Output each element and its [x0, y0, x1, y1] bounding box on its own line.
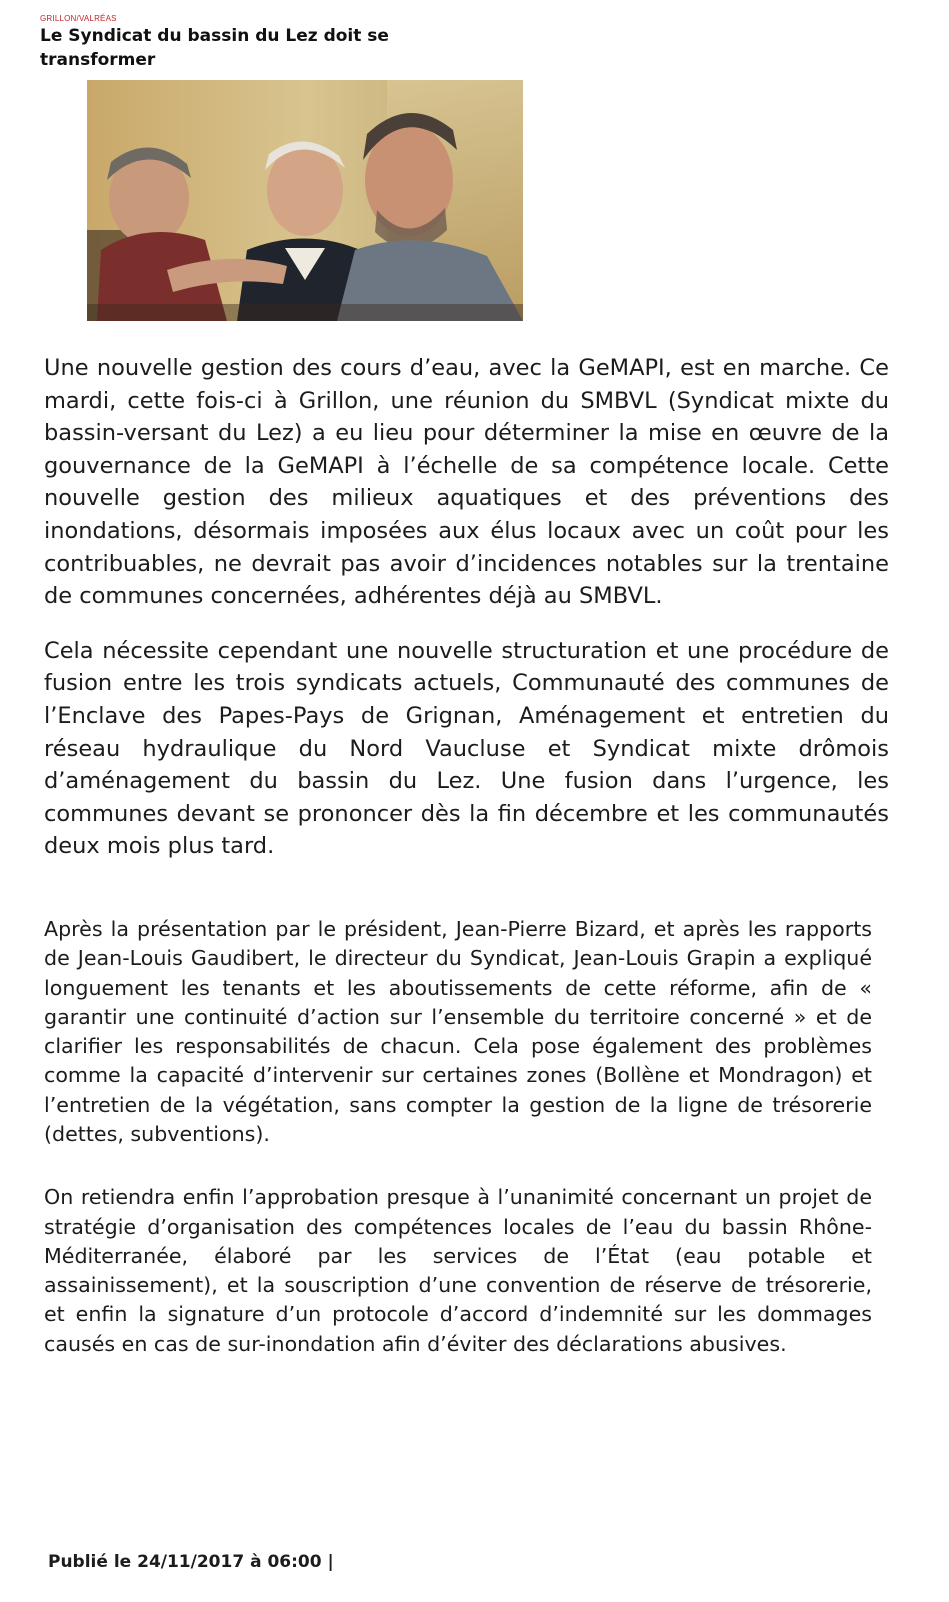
article-paragraph: Après la présentation par le président, Jean-Pierre Bizard, et après les rapports de Jean-Louis Gaudibert, le directeur du Syndicat, Jean-Louis Grapin a expliqué longuement les tenants et les aboutissements de cette réforme, afin de « garantir une continuité d’action sur l’ensemble du territoire concerné » et de clarifier les responsabilités de chacun. Cela pose également des problèmes comme la capacité d’intervenir sur certaines zones (Bollène et Mondragon) et l’entretien de la végétation, sans compter la gestion de la ligne de trésorerie (dettes, subventions).	[44, 916, 872, 1146]
section-kicker: GRILLON/VALRÉAS	[40, 14, 117, 23]
article-paragraph: Une nouvelle gestion des cours d’eau, avec la GeMAPI, est en marche. Ce mardi, cette fois-ci à Grillon, une réunion du SMBVL (Syndicat mixte du bassin-versant du Lez) a eu lieu pour déterminer la mise en œuvre de la gouvernance de la GeMAPI à l’échelle de sa compétence locale. Cette nouvelle gestion des milieux aquatiques et des préventions des inondations, désormais imposées aux élus locaux avec un coût pour les contribuables, ne devrait pas avoir d’incidences notables sur la trentaine de communes concernées, adhérentes déjà au SMBVL.	[44, 355, 889, 610]
article-photo	[87, 80, 523, 321]
article-body	[44, 352, 889, 1359]
article-headline: Le Syndicat du bassin du Lez doit se transformer	[40, 26, 389, 70]
article-paragraph: On retiendra enfin l’approbation presque à l’unanimité concernant un projet de stratégie d’organisation des compétences locales de l’eau du bassin Rhône-Méditerranée, élaboré par les services de l’État (eau potable et assainissement), et la souscription d’une convention de réserve de trésorerie, et enfin la signature d’un protocole d’accord d’indemnité sur les dommages causés en cas de sur-inondation afin d’éviter des déclarations abusives.	[44, 1185, 872, 1356]
article-paragraph: Cela nécessite cependant une nouvelle structuration et une procédure de fusion entre les trois syndicats actuels, Communauté des communes de l’Enclave des Papes-Pays de Grignan, Aménagement et entretien du réseau hydraulique du Nord Vaucluse et Syndicat mixte drômois d’aménagement du bassin du Lez. Une fusion dans l’urgence, les communes devant se prononcer dès la fin décembre et les communautés deux mois plus tard.	[44, 637, 889, 860]
publication-date: Publié le 24/11/2017 à 06:00 |	[48, 1552, 334, 1572]
